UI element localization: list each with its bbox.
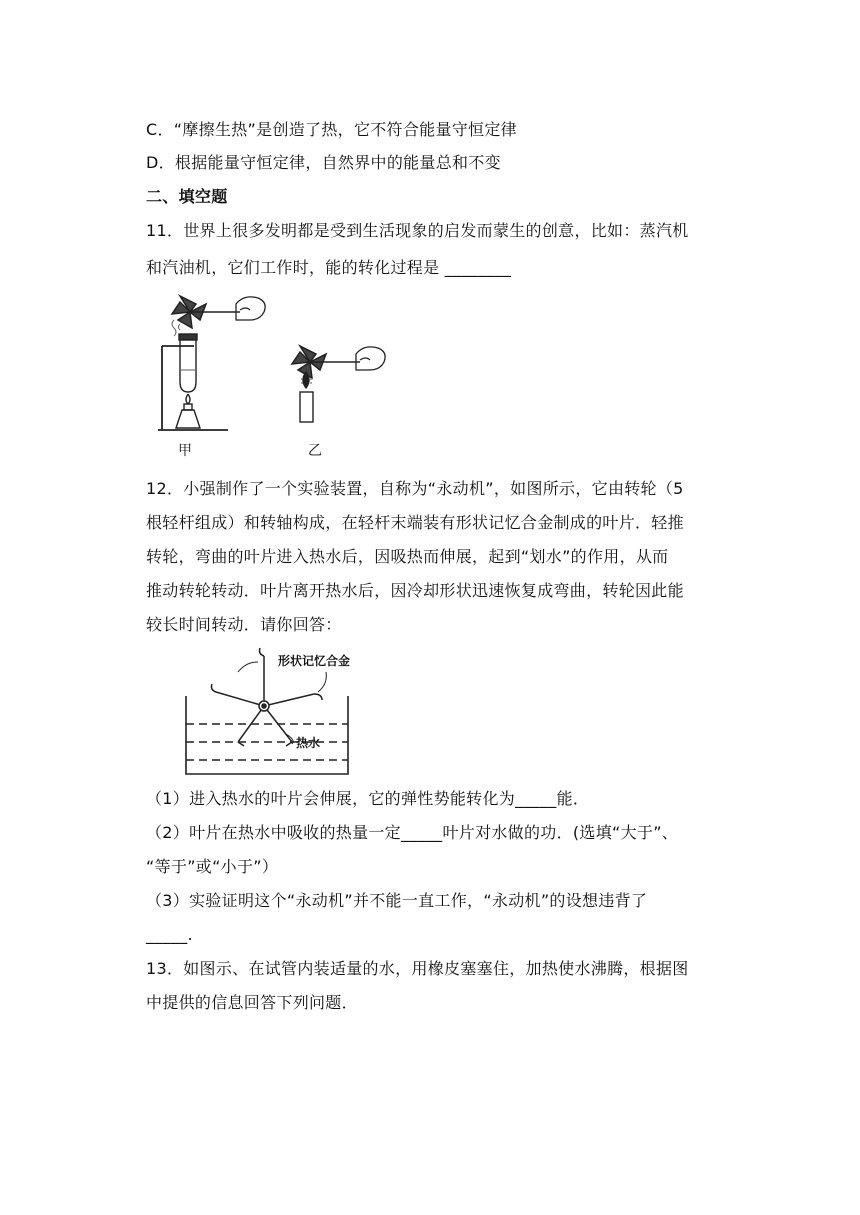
option-d: D．根据能量守恒定律，自然界中的能量总和不变 [146, 153, 501, 172]
q13-text-line2: 中提供的信息回答下列问题． [146, 993, 358, 1012]
q12-text-line2: 根轻杆组成）和转轴构成，在轻杆末端装有形状记忆合金制成的叶片．轻推 [146, 513, 684, 532]
q12-sub2-line2: “等于”或“小于”） [146, 857, 279, 876]
q11-text-line2: 和汽油机，它们工作时，能的转化过程是 ________ [146, 258, 512, 277]
pinwheel-icon-b [292, 346, 360, 378]
q11-figure [150, 290, 410, 460]
q12-text-line5: 较长时间转动．请你回答： [146, 615, 342, 634]
q12-figure [182, 638, 352, 780]
q12-text-line3: 转轮，弯曲的叶片进入热水后，因吸热而伸展，起到“划水”的作用，从而 [146, 547, 669, 566]
fig-label-yi: 乙 [308, 443, 322, 459]
q12-sub3-line1: （3）实验证明这个“永动机”并不能一直工作，“永动机”的设想违背了 [146, 891, 648, 910]
pinwheel-icon-a [172, 296, 240, 328]
q11-text-line1: 11．世界上很多发明都是受到生活现象的启发而蒙生的创意，比如：蒸汽机 [146, 221, 689, 240]
q12-sub2-line1: （2）叶片在热水中吸收的热量一定_____叶片对水做的功．(选填“大于”、 [146, 823, 679, 842]
q12-sub3-line2: _____. [146, 925, 193, 944]
test-tube-icon [179, 334, 197, 392]
hand-icon-a [236, 297, 265, 320]
fig-label-water: 热水 [296, 736, 321, 750]
candle-icon [300, 372, 313, 422]
fig-label-alloy: 形状记忆合金 [278, 654, 351, 668]
q13-text-line1: 13．如图示、在试管内装适量的水，用橡皮塞塞住，加热使水沸腾，根据图 [146, 959, 689, 978]
q12-text-line1: 12．小强制作了一个实验装置，自称为“永动机”，如图所示，它由转轮（5 [146, 479, 684, 498]
alcohol-lamp-icon [176, 394, 200, 428]
hand-icon-b [356, 347, 385, 370]
section-title: 二、填空题 [146, 187, 228, 206]
option-c: C．“摩擦生热”是创造了热，它不符合能量守恒定律 [146, 120, 517, 139]
stand-icon [158, 346, 228, 430]
q12-sub1: （1）进入热水的叶片会伸展，它的弹性势能转化为_____能． [146, 789, 590, 808]
q12-text-line4: 推动转轮转动．叶片离开热水后，因冷却形状迅速恢复成弯曲，转轮因此能 [146, 581, 684, 600]
fig-label-jia: 甲 [178, 443, 192, 459]
